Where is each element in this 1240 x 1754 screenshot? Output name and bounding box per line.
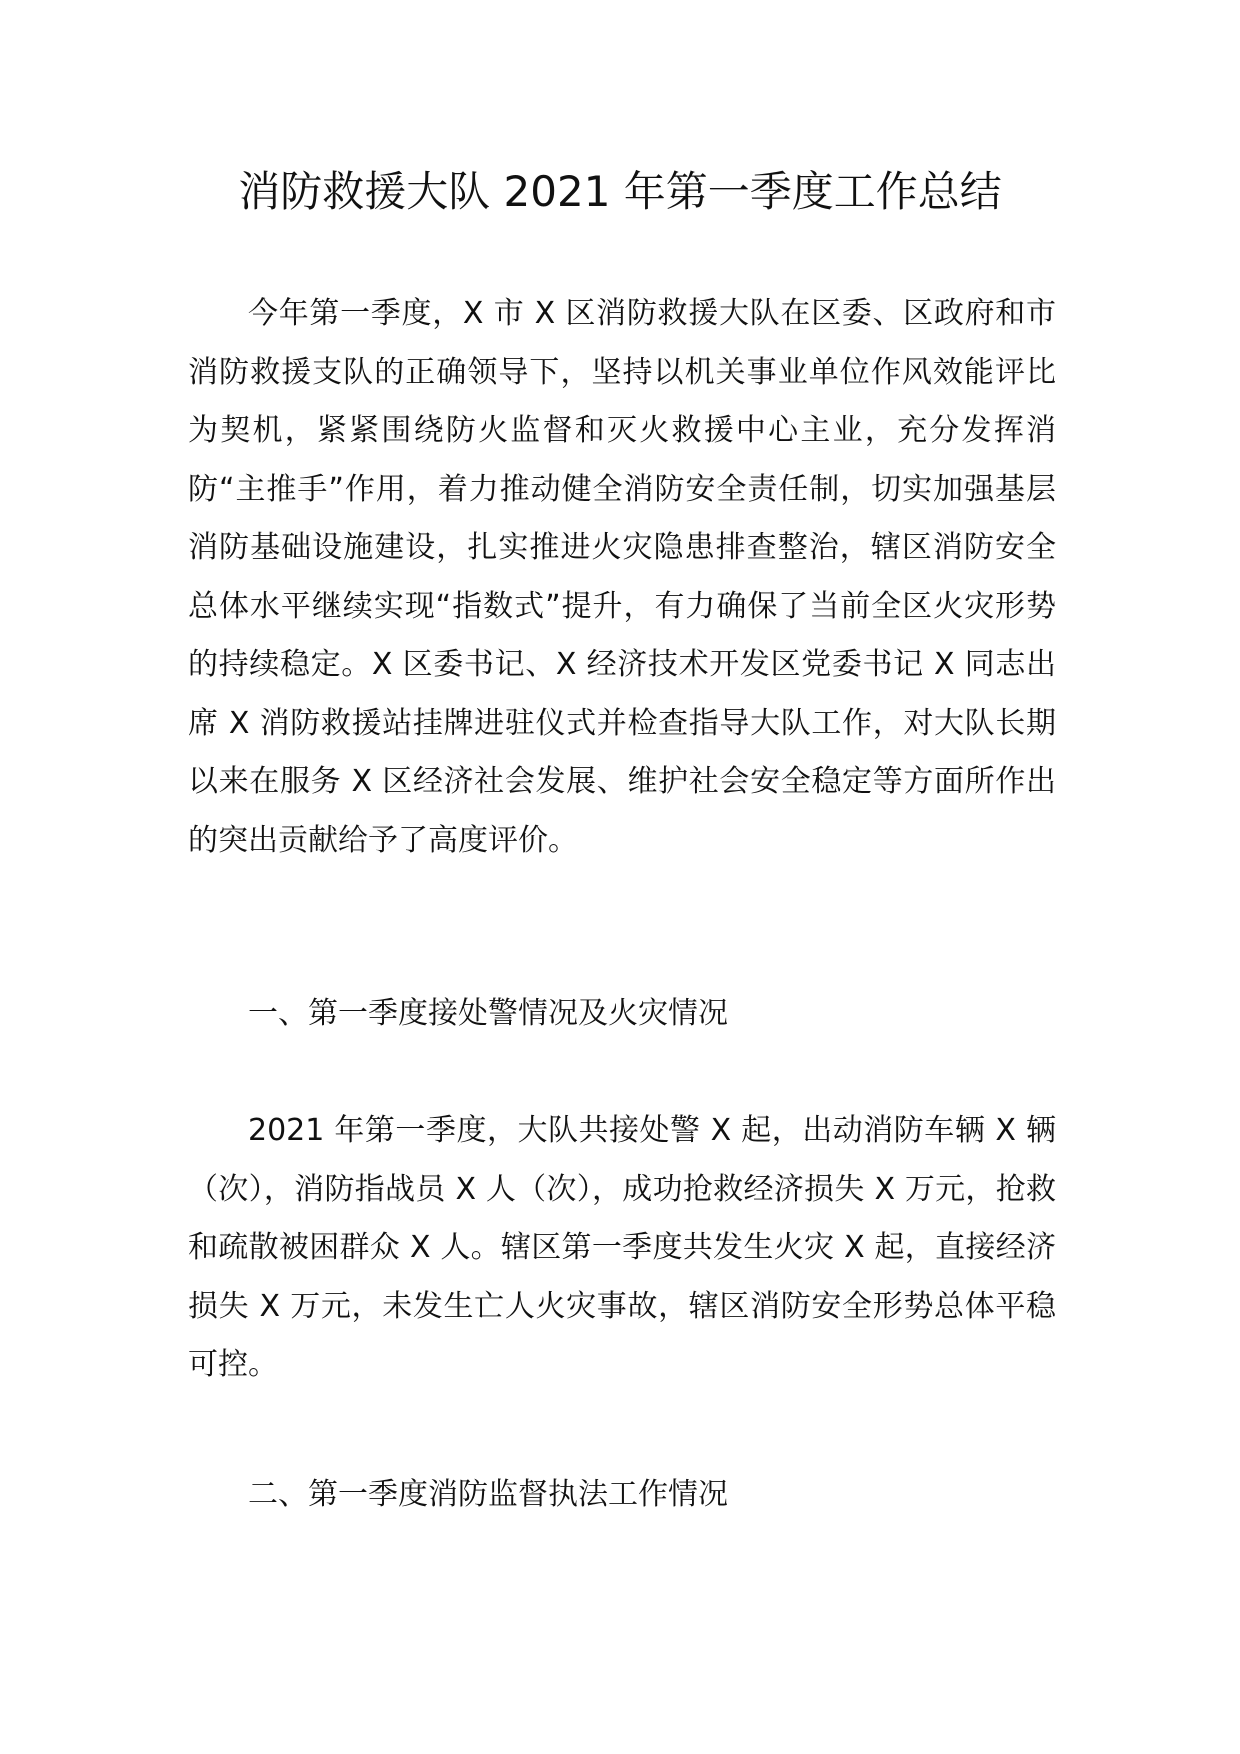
section-1-paragraph: 2021 年第一季度，大队共接处警 X 起，出动消防车辆 X 辆（次），消防指战员 X 人（次），成功抢救经济损失 X 万元，抢救和疏散被困群众 X 人。辖区第一季度共发生火灾 X 起，直接经济损失 X 万元，未发生亡人火灾事故，辖区消防安全形势总体平稳可控。 <box>188 1113 1056 1382</box>
document-title: 消防救援大队 2021 年第一季度工作总结 <box>238 167 1002 216</box>
section-heading-2: 二、第一季度消防监督执法工作情况 <box>248 1477 728 1512</box>
section-heading-1: 一、第一季度接处警情况及火灾情况 <box>248 996 728 1031</box>
intro-paragraph: 今年第一季度，X 市 X 区消防救援大队在区委、区政府和市消防救援支队的正确领导下，坚持以机关事业单位作风效能评比为契机，紧紧围绕防火监督和灭火救援中心主业，充分发挥消防“主推手”作用，着力推动健全消防安全责任制，切实加强基层消防基础设施建设，扎实推进火灾隐患排查整治，辖区消防安全总体水平继续实现“指数式”提升，有力确保了当前全区火灾形势的持续稳定。X 区委书记、X 经济技术开发区党委书记 X 同志出席 X 消防救援站挂牌进驻仪式并检查指导大队工作，对大队长期以来在服务 X 区经济社会发展、维护社会安全稳定等方面所作出的突出贡献给予了高度评价。 <box>188 296 1056 858</box>
